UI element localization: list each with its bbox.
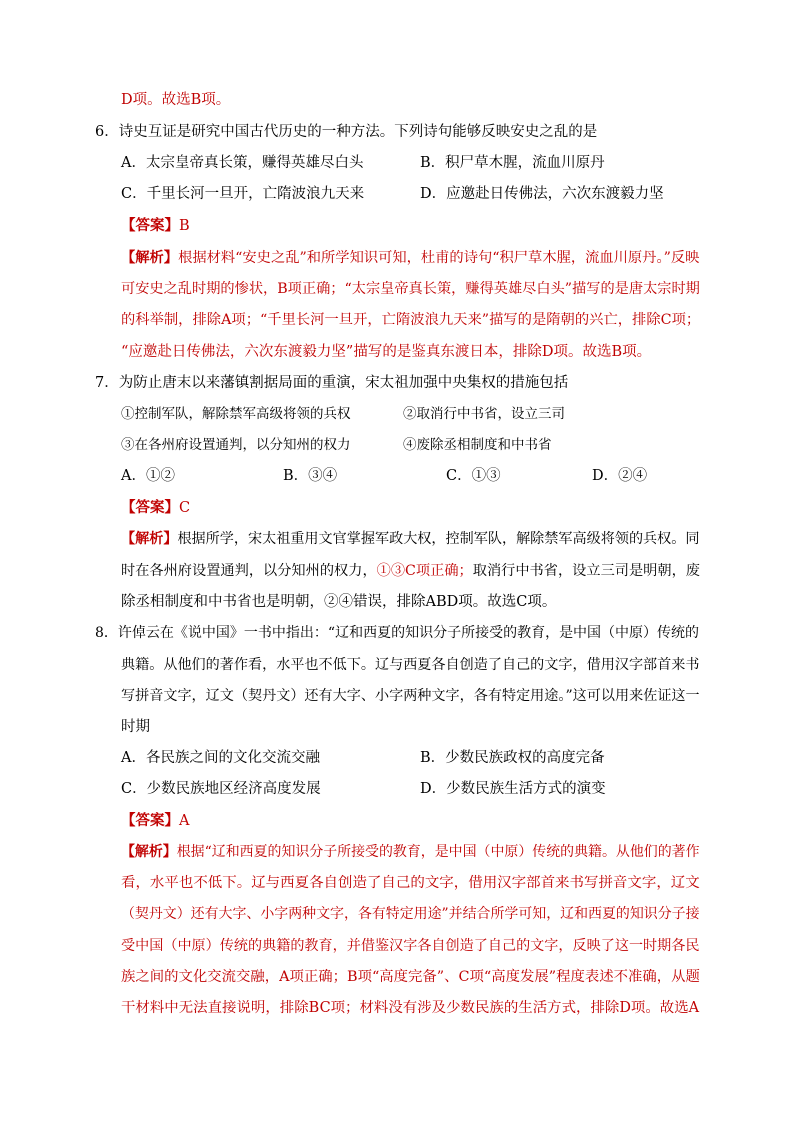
q7-analysis-line-1 [121,529,699,549]
q8-analysis-line-3: （契丹文）还有大字、小字两种文字，各有特定用途”并结合所学可知，辽和西夏的知识分子接 [121,906,700,922]
q7-option-c: C．①③ [446,468,501,484]
q8-answer-value: A [179,813,190,829]
q8-analysis-line-4: 受中国（中原）传统的典籍的教育，并借鉴汉字各自创造了自己的文字，反映了这一时期各民 [121,938,700,954]
q7-option-b: B．③④ [283,468,338,484]
q7-answer-row [121,498,190,518]
q6-analysis-label: 【解析】 [121,250,179,266]
q7-analysis-text-2c: 取消行中书省，设立三司是明朝，废 [472,563,700,579]
q8-analysis-label: 【解析】 [121,844,177,860]
q7-analysis-text-2b: ①③C项正确； [376,563,473,579]
q7-analysis-text-1: 根据所学，宋太祖重用文官掌握军政大权，控制军队，解除禁军高级将领的兵权。同 [177,531,700,547]
q7-item-3: ③在各州府设置通判，以分知州的权力 [121,437,351,453]
q6-analysis-line-3: 的科举制，排除A项；“千里长河一旦开，亡隋波浪九天来”描写的是隋朝的兴亡，排除C项； [121,312,701,328]
q7-item-1: ①控制军队，解除禁军高级将领的兵权 [121,406,351,422]
q6-analysis-text-1: 根据材料“安史之乱”和所学知识可知，杜甫的诗句“积尸草木腥，流血川原丹。”反映 [178,250,700,266]
q8-analysis-text-1: 根据“辽和西夏的知识分子所接受的教育，是中国（中原）传统的典籍。从他们的著作 [176,844,700,860]
previous-analysis-tail: D项。故选B项。 [121,92,231,108]
q7-analysis-line-3: 除丞相制度和中书省也是明朝，②④错误，排除ABD项。故选C项。 [121,594,557,610]
q8-analysis-line-5: 族之间的文化交流交融，A项正确；B项“高度完备”、C项“高度发展”程度表述不准确，从题 [121,969,700,985]
q7-item-2: ②取消行中书省，设立三司 [403,406,565,422]
q8-stem-line-2: 典籍。从他们的著作看，水平也不低下。辽与西夏各自创造了自己的文字，借用汉字部首来书 [121,657,700,673]
q7-analysis-line-2 [121,561,700,581]
q8-answer-row [121,811,189,831]
q6-analysis-line-4: “应邀赴日传佛法，六次东渡毅力坚”描写的是鉴真东渡日本，排除D项。故选B项。 [121,344,652,360]
q8-analysis-line-6: 干材料中无法直接说明，排除BC项；材料没有涉及少数民族的生活方式，排除D项。故选A [121,1000,700,1016]
q8-analysis-line-1 [121,842,700,862]
q6-answer-value: B [179,218,190,234]
q7-analysis-label: 【解析】 [121,531,178,547]
q8-option-d: D．少数民族生活方式的演变 [420,781,606,797]
q8-answer-label: 【答案】 [121,812,179,829]
q8-analysis-line-2: 看，水平也不低下。辽与西夏各自创造了自己的文字，借用汉字部首来书写拼音文字，辽文 [121,875,700,891]
q8-option-c: C．少数民族地区经济高度发展 [121,781,321,797]
q6-answer-label: 【答案】 [121,217,179,234]
q6-option-a: A．太宗皇帝真长策，赚得英雄尽白头 [121,155,364,171]
q7-option-a: A．①② [121,468,175,484]
q7-item-4: ④废除丞相制度和中书省 [403,437,552,453]
q7-answer-label: 【答案】 [121,499,179,516]
q8-option-b: B．少数民族政权的高度完备 [420,750,605,766]
q7-answer-value: C [179,500,191,516]
q6-answer-row [121,216,190,236]
q6-option-c: C．千里长河一旦开，亡隋波浪九天来 [121,186,365,202]
q8-option-a: A．各民族之间的文化交流交融 [121,750,320,766]
q6-stem: 6．诗史互证是研究中国古代历史的一种方法。下列诗句能够反映安史之乱的是 [95,124,598,140]
q6-option-d: D．应邀赴日传佛法，六次东渡毅力坚 [420,186,664,202]
q7-option-d: D．②④ [592,468,648,484]
q7-analysis-text-2a: 时在各州府设置通判，以分知州的权力， [121,563,377,579]
q8-stem-line-4: 时期 [121,719,150,735]
q8-stem-line-3: 写拼音文字，辽文（契丹文）还有大字、小字两种文字，各有特定用途。”这可以用来佐证这一 [121,688,700,704]
q6-analysis-line-1 [121,248,699,268]
q6-analysis-line-2: 可安史之乱时期的惨状，B项正确；“太宗皇帝真长策，赚得英雄尽白头”描写的是唐太宗时期 [121,281,700,297]
q6-option-b: B．积尸草木腥，流血川原丹 [420,155,605,171]
q7-stem: 7．为防止唐末以来藩镇割据局面的重演，宋太祖加强中央集权的措施包括 [95,375,569,391]
q8-stem-line-1: 8．许倬云在《说中国》一书中指出：“辽和西夏的知识分子所接受的教育，是中国（中原）传统的 [95,625,700,641]
